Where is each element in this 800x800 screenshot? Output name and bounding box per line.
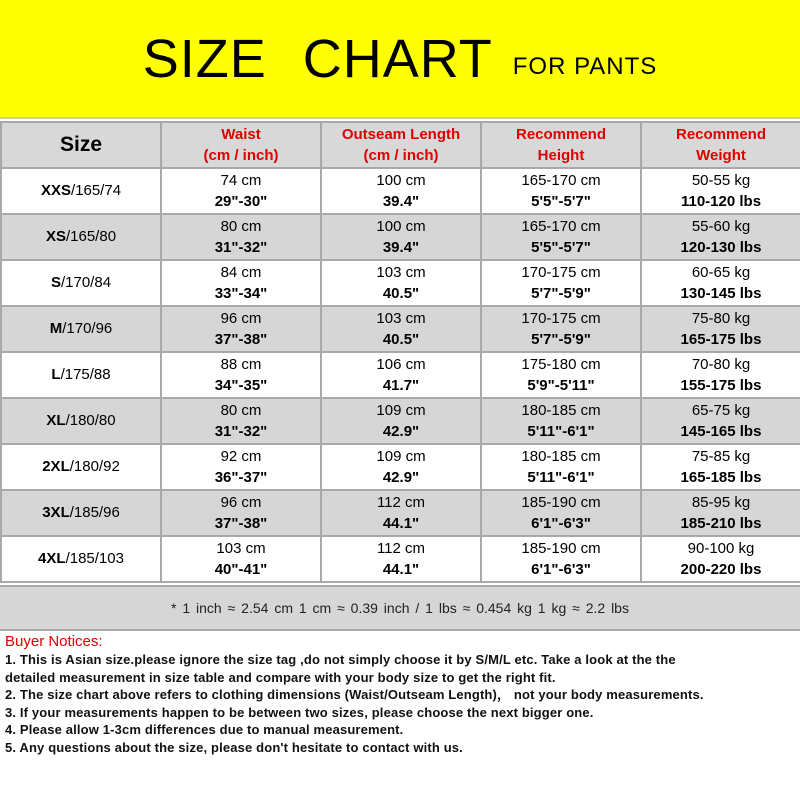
size-label: 3XL: [42, 504, 70, 521]
notice-line: detailed measurement in size table and compare with your body size to get the right fit.: [5, 669, 556, 685]
waist-cm: 96 cm: [220, 310, 262, 327]
outseam-cell: [322, 353, 480, 397]
height-cell: [482, 307, 640, 351]
header-height: [482, 123, 640, 167]
waist-cell: [162, 215, 320, 259]
weight-cell: [642, 445, 800, 489]
waist-cm: 74 cm: [220, 172, 262, 189]
waist-cell: [162, 169, 320, 213]
weight-kg: 85-95 kg: [691, 494, 751, 511]
weight-cell: [642, 169, 800, 213]
outseam-inch: 40.5": [382, 285, 420, 302]
header-height-sub: Height: [537, 147, 585, 164]
size-cell: [2, 537, 160, 581]
waist-inch: 36"-37": [214, 469, 268, 486]
outseam-cm: 109 cm: [376, 402, 426, 419]
waist-cell: [162, 261, 320, 305]
weight-kg: 55-60 kg: [691, 218, 751, 235]
size-label: L: [51, 366, 61, 383]
height-ft: 5'11"-6'1": [527, 469, 595, 486]
size-label: XXS: [40, 182, 71, 199]
weight-lbs: 145-165 lbs: [680, 423, 762, 440]
size-cell: [2, 261, 160, 305]
height-ft: 5'7"-5'9": [531, 331, 591, 348]
notice-line: 2. The size chart above refers to clothing dimensions (Waist/Outseam Length)， not your body measurements.: [5, 687, 704, 702]
weight-cell: [642, 399, 800, 443]
waist-cm: 92 cm: [220, 448, 262, 465]
weight-kg: 90-100 kg: [687, 540, 755, 557]
header-weight-label: Recommend: [675, 126, 767, 143]
outseam-cm: 100 cm: [376, 172, 426, 189]
outseam-cell: [322, 445, 480, 489]
header-weight-sub: Weight: [696, 147, 746, 164]
waist-inch: 37"-38": [214, 515, 268, 532]
waist-cell: [162, 399, 320, 443]
outseam-cm: 106 cm: [376, 356, 426, 373]
size-dims: /175/88: [60, 366, 111, 383]
outseam-inch: 39.4": [382, 193, 420, 210]
size-dims: /185/103: [65, 550, 124, 567]
buyer-notices: [5, 632, 795, 756]
waist-inch: 31"-32": [214, 239, 268, 256]
weight-kg: 70-80 kg: [691, 356, 751, 373]
weight-cell: [642, 261, 800, 305]
table-row: [2, 215, 800, 259]
weight-lbs: 130-145 lbs: [680, 285, 762, 302]
height-cm: 170-175 cm: [521, 310, 601, 327]
height-ft: 5'5"-5'7": [531, 193, 591, 210]
waist-inch: 29"-30": [214, 193, 268, 210]
header-waist: [162, 123, 320, 167]
weight-lbs: 120-130 lbs: [680, 239, 762, 256]
table-row: [2, 491, 800, 535]
header-waist-label: Waist: [221, 126, 261, 143]
waist-inch: 40"-41": [214, 561, 268, 578]
height-ft: 6'1"-6'3": [531, 515, 591, 532]
outseam-inch: 42.9": [382, 423, 420, 440]
outseam-cm: 109 cm: [376, 448, 426, 465]
waist-cm: 103 cm: [216, 540, 266, 557]
size-cell: [2, 353, 160, 397]
table-row: [2, 399, 800, 443]
size-dims: /180/80: [65, 412, 116, 429]
chart-title: SIZE CHART: [142, 28, 493, 89]
size-table: [0, 121, 800, 583]
size-cell: [2, 445, 160, 489]
size-cell: [2, 399, 160, 443]
table-header-row: [2, 123, 800, 167]
chart-subtitle: FOR PANTS: [512, 52, 658, 80]
weight-lbs: 165-185 lbs: [680, 469, 762, 486]
waist-cm: 88 cm: [220, 356, 262, 373]
size-dims: /170/96: [62, 320, 113, 337]
height-cell: [482, 537, 640, 581]
size-dims: /180/92: [69, 458, 120, 475]
height-ft: 6'1"-6'3": [531, 561, 591, 578]
weight-lbs: 110-120 lbs: [680, 193, 762, 210]
waist-cell: [162, 307, 320, 351]
height-cm: 165-170 cm: [521, 172, 601, 189]
outseam-inch: 44.1": [382, 515, 420, 532]
height-cell: [482, 491, 640, 535]
outseam-cell: [322, 307, 480, 351]
outseam-inch: 42.9": [382, 469, 420, 486]
height-cm: 170-175 cm: [521, 264, 601, 281]
size-dims: /185/96: [69, 504, 120, 521]
weight-kg: 75-85 kg: [691, 448, 751, 465]
size-dims: /165/80: [65, 228, 117, 245]
weight-lbs: 165-175 lbs: [680, 331, 762, 348]
weight-kg: 75-80 kg: [691, 310, 751, 327]
height-ft: 5'5"-5'7": [531, 239, 591, 256]
waist-inch: 34"-35": [214, 377, 268, 394]
height-cm: 185-190 cm: [521, 494, 601, 511]
size-cell: [2, 491, 160, 535]
waist-cell: [162, 353, 320, 397]
outseam-cm: 100 cm: [376, 218, 426, 235]
weight-cell: [642, 537, 800, 581]
height-ft: 5'9"-5'11": [527, 377, 595, 394]
height-cm: 165-170 cm: [521, 218, 601, 235]
header-waist-unit: (cm / inch): [203, 147, 279, 164]
size-label: 4XL: [38, 550, 66, 567]
size-dims: /170/84: [60, 274, 112, 291]
size-label: S: [50, 274, 61, 291]
notices-title: Buyer Notices:: [5, 633, 103, 650]
size-label: XL: [46, 412, 66, 429]
height-cell: [482, 353, 640, 397]
size-dims: /165/74: [70, 182, 122, 199]
waist-inch: 33"-34": [214, 285, 268, 302]
table-row: [2, 537, 800, 581]
notice-line: 3. If your measurements happen to be between two sizes, please choose the next bigger one.: [5, 704, 594, 720]
weight-kg: 60-65 kg: [691, 264, 751, 281]
waist-cm: 80 cm: [220, 402, 262, 419]
height-cell: [482, 215, 640, 259]
waist-cm: 96 cm: [220, 494, 262, 511]
weight-cell: [642, 307, 800, 351]
outseam-inch: 39.4": [382, 239, 420, 256]
outseam-cell: [322, 537, 480, 581]
height-cell: [482, 261, 640, 305]
table-row: [2, 169, 800, 213]
size-label: 2XL: [42, 458, 70, 475]
size-cell: [2, 307, 160, 351]
weight-lbs: 200-220 lbs: [680, 561, 762, 578]
header-size: [2, 123, 160, 167]
notice-line: 1. This is Asian size.please ignore the size tag ,do not simply choose it by S/M/L etc. Take a look at the the: [5, 652, 676, 667]
waist-cm: 80 cm: [220, 218, 262, 235]
weight-cell: [642, 215, 800, 259]
header-outseam-label: Outseam Length: [341, 126, 461, 143]
waist-cell: [162, 445, 320, 489]
height-cm: 175-180 cm: [521, 356, 601, 373]
height-cm: 180-185 cm: [521, 402, 601, 419]
table-row: [2, 445, 800, 489]
weight-kg: 65-75 kg: [691, 402, 751, 419]
outseam-cell: [322, 261, 480, 305]
waist-cm: 84 cm: [220, 264, 262, 281]
notices-list: [5, 651, 795, 756]
header-outseam-unit: (cm / inch): [363, 147, 439, 164]
waist-cell: [162, 537, 320, 581]
height-cm: 180-185 cm: [521, 448, 601, 465]
table-row: [2, 353, 800, 397]
header-outseam: [322, 123, 480, 167]
waist-cell: [162, 491, 320, 535]
height-ft: 5'11"-6'1": [527, 423, 595, 440]
height-cm: 185-190 cm: [521, 540, 601, 557]
waist-inch: 31"-32": [214, 423, 268, 440]
weight-cell: [642, 353, 800, 397]
height-cell: [482, 445, 640, 489]
outseam-cm: 112 cm: [376, 540, 426, 557]
outseam-cell: [322, 169, 480, 213]
table-row: [2, 307, 800, 351]
outseam-cm: 103 cm: [376, 310, 426, 327]
title-banner: [0, 0, 800, 119]
weight-cell: [642, 491, 800, 535]
header-size-label: Size: [59, 133, 103, 156]
weight-lbs: 185-210 lbs: [680, 515, 762, 532]
waist-inch: 37"-38": [214, 331, 268, 348]
header-weight: [642, 123, 800, 167]
outseam-cm: 103 cm: [376, 264, 426, 281]
notice-line: 4. Please allow 1-3cm differences due to manual measurement.: [5, 722, 404, 737]
size-cell: [2, 169, 160, 213]
table-row: [2, 261, 800, 305]
height-ft: 5'7"-5'9": [531, 285, 591, 302]
outseam-inch: 40.5": [382, 331, 420, 348]
outseam-cell: [322, 399, 480, 443]
notice-line: 5. Any questions about the size, please don't hesitate to contact with us.: [5, 739, 463, 755]
conversion-note: * 1 inch ≈ 2.54 cm 1 cm ≈ 0.39 inch / 1 lbs ≈ 0.454 kg 1 kg ≈ 2.2 lbs: [0, 585, 800, 631]
outseam-cell: [322, 491, 480, 535]
outseam-cell: [322, 215, 480, 259]
size-cell: [2, 215, 160, 259]
table-body: [2, 169, 800, 581]
size-label: M: [49, 320, 63, 337]
header-height-label: Recommend: [515, 126, 607, 143]
outseam-cm: 112 cm: [376, 494, 426, 511]
height-cell: [482, 169, 640, 213]
outseam-inch: 44.1": [382, 561, 420, 578]
weight-kg: 50-55 kg: [691, 172, 751, 189]
height-cell: [482, 399, 640, 443]
outseam-inch: 41.7": [382, 377, 420, 394]
weight-lbs: 155-175 lbs: [680, 377, 762, 394]
size-label: XS: [45, 228, 66, 245]
